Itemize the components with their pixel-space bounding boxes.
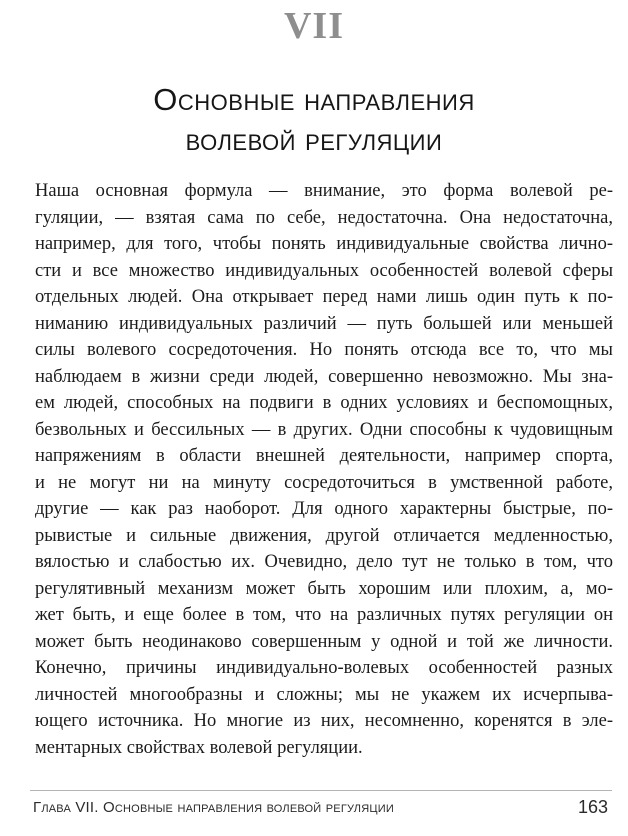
text-line: безвольных и бессильных — в других. Одни способны к чудовищным — [35, 419, 613, 440]
text-line: может быть неодинаково совершенным у одной и той же личности. — [35, 631, 613, 652]
text-line: ющего источника. Но многие из них, несомненно, коренятся в эле- — [35, 711, 613, 731]
text-line: жет быть, и еще более в том, что на различных путях регуляции он — [35, 605, 613, 625]
text-line: личностей многообразны и сложны; мы не укажем их исчерпыва- — [35, 684, 613, 705]
page-number: 163 — [577, 797, 608, 817]
text-line: сти и все множество индивидуальных особенностей волевой сферы — [35, 260, 613, 281]
text-line: наблюдаем в жизни среди людей, совершенно невозможно. Мы зна- — [35, 366, 613, 387]
chapter-title — [0, 80, 628, 160]
text-line: рывистые и сильные движения, другой отличается медленностью, — [35, 525, 613, 546]
text-line: отдельных людей. Она открывает перед нами лишь один путь к по- — [35, 287, 613, 307]
chapter-title-line: волевой регуляции — [185, 122, 443, 157]
text-line: Наша основная формула — внимание, это форма волевой ре- — [35, 181, 613, 201]
text-line: силы волевого сосредоточения. Но понять отсюда все то, что мы — [35, 340, 613, 360]
text-line: ментарных свойствах волевой регуляции. — [35, 737, 363, 758]
body-paragraph — [35, 178, 613, 761]
text-line: например, для того, чтобы понять индивидуальные свойства лично- — [35, 234, 613, 254]
text-line: напряжениям в области внешней деятельности, например спорта, — [35, 446, 613, 466]
text-line: ем людей, способных на подвиги в одних условиях и беспомощных, — [35, 393, 613, 413]
chapter-title-line: Основные направления — [153, 82, 475, 117]
chapter-number: VII — [283, 5, 345, 47]
text-line: вялостью и слабостью их. Очевидно, дело тут не только в том, что — [35, 552, 613, 572]
text-line: другие — как раз наоборот. Для одного характерны быстрые, по- — [35, 499, 613, 519]
text-line: ниманию индивидуальных различий — путь большей или меньшей — [35, 313, 613, 334]
text-line: гуляции, — взятая сама по себе, недостаточна. Она недостаточна, — [35, 207, 613, 228]
text-line: регулятивный механизм может быть хорошим или плохим, а, мо- — [35, 578, 613, 599]
running-head: Глава VII. Основные направления волевой регуляции — [33, 799, 394, 816]
text-line: Конечно, причины индивидуально-волевых особенностей разных — [35, 658, 613, 678]
text-line: и не могут ни на минуту сосредоточиться в умственной работе, — [35, 472, 613, 493]
footer-rule — [30, 790, 612, 791]
